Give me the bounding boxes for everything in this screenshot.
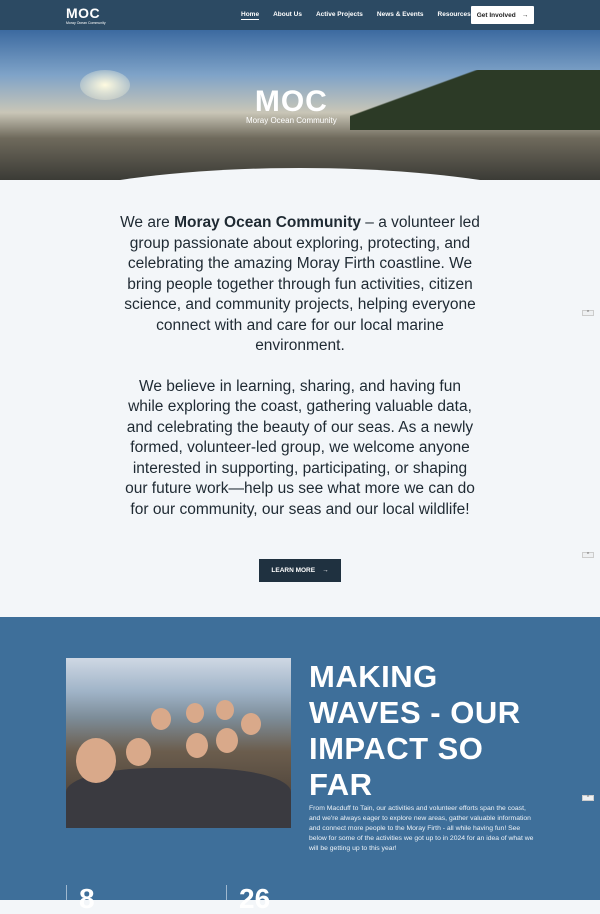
learn-more-button[interactable] — [259, 559, 341, 582]
hero-logo — [246, 85, 337, 125]
intro-paragraph-2: We believe in learning, sharing, and having fun while exploring the coast, gathering valuable data, and celebrating the beauty of our seas. As a newly formed, volunteer-led group, we welcome anyone interested in supporting, participating, or shaping our future work—help us see what more we can do for our community, our seas and our local wildlife! — [125, 377, 475, 518]
sun-glow — [80, 70, 130, 100]
impact-title: MAKING WAVES - OUR IMPACT SO FAR — [309, 659, 521, 802]
top-navbar — [0, 0, 600, 30]
logo-subtitle: Moray Ocean Community — [66, 21, 106, 25]
hero-banner — [0, 30, 600, 180]
intro-text: – a volunteer led group passionate about exploring, protecting, and celebrating the amazing Moray Firth coastline. We bring people together through fun activities, citizen science, and community projects, helping everyone connect with and care for our local marine environment. — [124, 214, 480, 354]
scroll-up-button[interactable]: ^ — [582, 795, 594, 801]
intro-paragraph-1 — [120, 213, 480, 357]
intro-section — [120, 213, 480, 540]
nav-news-events[interactable]: News & Events — [376, 11, 424, 18]
arrow-right-icon: → — [322, 567, 329, 574]
hero-logo-text: MOC — [254, 85, 328, 118]
stat-number: 8 — [66, 885, 95, 900]
hillside — [350, 70, 600, 130]
logo-text: MOC — [66, 5, 101, 21]
impact-description: From Macduff to Tain, our activities and volunteer efforts span the coast, and we're always eager to explore new areas, gather valuable information and connect more people to the Moray Firth - all while having fun! See below for some of the activities we got up to in 2024 for an idea of what we will be getting up to this year! — [309, 805, 534, 852]
scroll-up-button[interactable]: ^ — [582, 552, 594, 558]
scroll-up-button[interactable]: ^ — [582, 310, 594, 316]
intro-org-name: Moray Ocean Community — [174, 214, 361, 231]
get-involved-button[interactable] — [471, 6, 534, 24]
hero-logo-subtitle: Moray Ocean Community — [246, 116, 337, 125]
learn-more-label: LEARN MORE — [271, 567, 316, 574]
stat-number: 26 — [226, 885, 270, 900]
nav-about-us[interactable]: About Us — [273, 11, 302, 18]
get-involved-label: Get Involved — [476, 11, 516, 19]
site-logo[interactable] — [66, 5, 106, 25]
impact-section — [0, 617, 600, 914]
nav-active-projects[interactable]: Active Projects — [315, 11, 363, 18]
volunteers-group-photo — [66, 658, 291, 828]
intro-text: We are — [120, 214, 175, 231]
nav-home[interactable]: Home — [241, 11, 260, 18]
arrow-right-icon: → — [521, 11, 529, 19]
nav-resources[interactable]: Resources — [437, 11, 471, 18]
